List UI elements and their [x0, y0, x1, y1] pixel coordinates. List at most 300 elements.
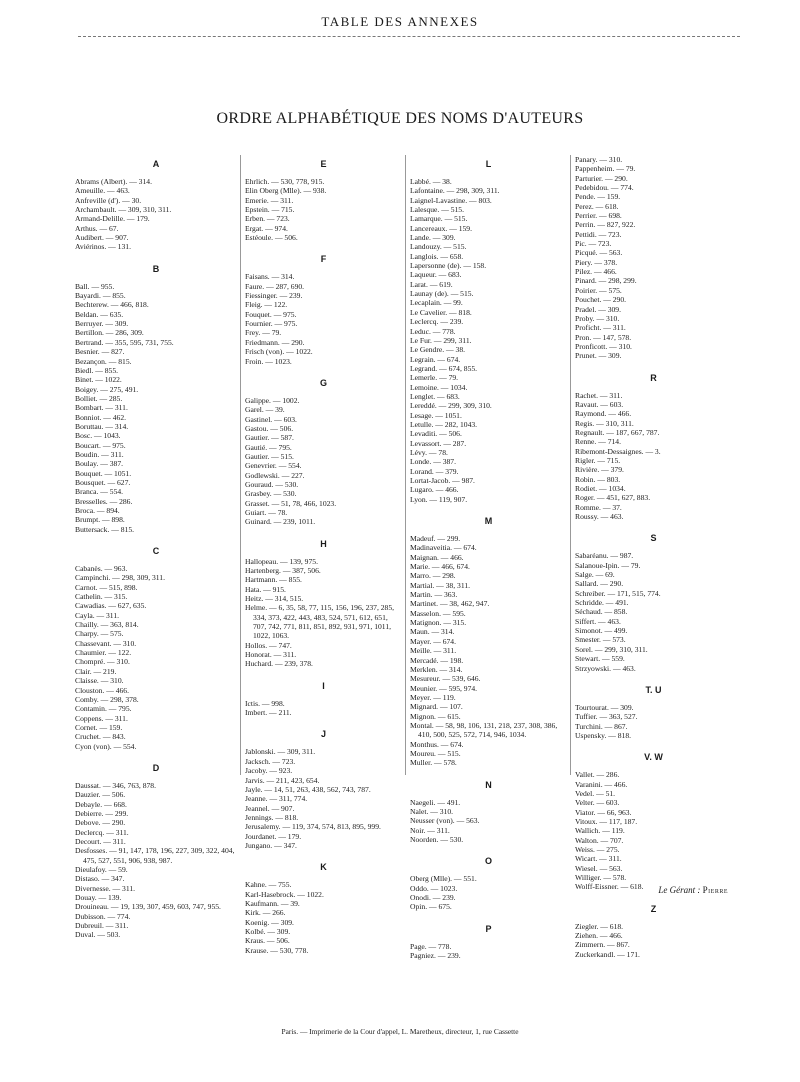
- author-entry: Mayer. — 674.: [410, 636, 456, 646]
- section-letter: C: [152, 546, 160, 557]
- section-letter: Z: [650, 903, 657, 914]
- author-entry: Hata. — 915.: [245, 584, 286, 594]
- author-entry: Beldan. — 635.: [75, 309, 124, 319]
- author-entry: Perrier. — 698.: [575, 211, 622, 221]
- author-entry: Genevrier. — 554.: [245, 461, 302, 471]
- section-letter: M: [484, 516, 493, 527]
- author-entry: Bertrand. — 355, 595, 731, 755.: [75, 337, 174, 347]
- author-entry: Letulle. — 282, 1043.: [410, 419, 478, 429]
- author-entry: Salanoue-Ipin. — 79.: [575, 560, 641, 570]
- author-entry: Ehrlich. — 530, 778, 915.: [245, 177, 325, 186]
- author-entry: Merklen. — 314.: [410, 664, 463, 674]
- author-entry: Cyon (von). — 554.: [75, 741, 137, 751]
- gerant-name: Pierre: [702, 885, 728, 895]
- author-entry: Levaditi. — 506.: [410, 429, 462, 439]
- author-entry: Lande. — 309.: [410, 233, 456, 243]
- author-entry: Neusser (von). — 563.: [410, 816, 480, 826]
- section-letter: G: [319, 377, 327, 388]
- author-entry: Bombart. — 311.: [75, 403, 128, 413]
- author-entry: Walton. — 707.: [575, 835, 624, 845]
- index-section: [75, 546, 237, 751]
- author-entry: Heitz. — 314, 515.: [245, 594, 304, 604]
- author-entry: Ball. — 955.: [75, 281, 115, 291]
- author-entry: Abrams (Albert). — 314.: [75, 177, 152, 186]
- author-entry: Jeanne. — 311, 774.: [245, 794, 308, 804]
- author-entry: Froin. — 1023.: [245, 356, 292, 366]
- author-entry: Londe. — 387.: [410, 457, 456, 467]
- author-entry: Bonniot. — 462.: [75, 412, 127, 422]
- author-entry: Monthus. — 674.: [410, 739, 464, 749]
- author-entry: Dauzier. — 506.: [75, 790, 126, 800]
- author-entry: Debayle. — 668.: [75, 799, 127, 809]
- author-entry: Aviérinos. — 131.: [75, 242, 131, 252]
- section-letter: A: [152, 159, 160, 169]
- author-entry: Pilez. — 466.: [575, 267, 617, 277]
- index-section: [410, 159, 567, 504]
- author-entry: Frisch (von). — 1022.: [245, 347, 313, 357]
- author-entry: Jennings. — 818.: [245, 812, 299, 822]
- author-entry: Picqué. — 563.: [575, 248, 623, 258]
- author-entry: Wicart. — 311.: [575, 854, 622, 864]
- author-entry: Noir. — 311.: [410, 825, 450, 835]
- index-section: [75, 264, 237, 534]
- author-entry: Proficht. — 311.: [575, 323, 626, 333]
- author-entry: Uspensky. — 818.: [575, 730, 632, 740]
- author-entry: Lapersonne (de). — 158.: [410, 261, 487, 271]
- author-entry: Maignan. — 466.: [410, 552, 464, 562]
- author-entry: Lévy. — 78.: [410, 447, 448, 457]
- author-entry: Bechterew. — 466, 818.: [75, 300, 149, 310]
- author-entry: Dubreuil. — 311.: [75, 921, 129, 931]
- author-entry: Smester. — 573.: [575, 635, 626, 645]
- author-entry: Lyon. — 119, 907.: [410, 494, 468, 504]
- author-entry: Naegeli. — 491.: [410, 797, 461, 807]
- author-entry: Martin. — 363.: [410, 590, 458, 600]
- author-entry: Martial. — 38, 311.: [410, 580, 471, 590]
- author-entry: Lorand. — 379.: [410, 466, 459, 476]
- running-head: TABLE DES ANNEXES: [321, 14, 479, 29]
- author-entry: Guiart. — 78.: [245, 507, 288, 517]
- author-entry: Friedmann. — 290.: [245, 337, 305, 347]
- author-entry: Campinchi. — 298, 309, 311.: [75, 573, 165, 583]
- author-entry: Gouraud. — 530.: [245, 479, 299, 489]
- index-section: [575, 685, 732, 740]
- author-entry: Schreiber. — 171, 515, 774.: [575, 588, 661, 598]
- author-entry: Cawadias. — 627, 635.: [75, 601, 147, 611]
- author-entry: Sallard. — 290.: [575, 579, 624, 589]
- section-letter: L: [485, 159, 492, 169]
- author-entry: Fouquet. — 975.: [245, 309, 297, 319]
- author-entry: Charpy. — 575.: [75, 629, 124, 639]
- author-entry: Boruttau. — 314.: [75, 421, 129, 431]
- author-entry: Lemoine. — 1034.: [410, 382, 468, 392]
- author-entry: Robin. — 803.: [575, 474, 621, 484]
- author-entry: Regis. — 310, 311.: [575, 418, 634, 428]
- author-entry: Ameuille. — 463.: [75, 186, 130, 196]
- header-rule: [78, 36, 740, 37]
- author-entry: Chailly. — 363, 814.: [75, 620, 139, 630]
- author-entry: Larat. — 619.: [410, 279, 453, 289]
- author-entry: Jablonski. — 309, 311.: [245, 747, 316, 757]
- author-entry: Mesureur. — 539, 646.: [410, 674, 481, 684]
- section-letter: P: [485, 923, 492, 934]
- index-section: [410, 924, 567, 961]
- author-entry: Cayla. — 311.: [75, 610, 120, 620]
- section-letter: F: [320, 254, 327, 265]
- author-entry: Jarvis. — 211, 423, 654.: [245, 775, 320, 785]
- author-entry: Jerusalemy. — 119, 374, 574, 813, 895, 999.: [245, 822, 381, 832]
- author-entry: Meille. — 311.: [410, 646, 457, 656]
- author-entry: Mignard. — 107.: [410, 702, 463, 712]
- author-entry: Vitoux. — 117, 187.: [575, 816, 638, 826]
- author-entry: Carnot. — 515, 898.: [75, 582, 138, 592]
- author-entry: Laignel-Lavastine. — 803.: [410, 195, 492, 205]
- author-entry: Lenglet. — 683.: [410, 391, 460, 401]
- author-entry: Tuffier. — 363, 527.: [575, 712, 638, 722]
- author-entry: Roger. — 451, 627, 883.: [575, 493, 651, 503]
- author-entry: Frey. — 79.: [245, 328, 282, 338]
- author-entry: Fournier. — 975.: [245, 319, 298, 329]
- author-entry: Weiss. — 275.: [575, 844, 620, 854]
- author-entry: Fiessinger. — 239.: [245, 291, 303, 301]
- index-section: [575, 752, 732, 891]
- author-entry: Duval. — 503.: [75, 930, 121, 940]
- author-entry: Boudin. — 311.: [75, 449, 124, 459]
- author-entry: Pende. — 159.: [575, 192, 621, 202]
- author-entry: Pappenheim. — 79.: [575, 164, 636, 174]
- index-section: [245, 378, 402, 527]
- author-entry: Emerie. — 311.: [245, 195, 294, 205]
- author-entry: Gautier. — 515.: [245, 451, 294, 461]
- author-entry: Honorat. — 311.: [245, 650, 297, 660]
- author-entry: Parturier. — 290.: [575, 173, 628, 183]
- author-entry: Lafontaine. — 298, 309, 311.: [410, 186, 500, 196]
- author-entry: Boigey. — 275, 491.: [75, 384, 139, 394]
- author-entry: Pettidi. — 723.: [575, 229, 622, 239]
- author-entry: Desfosses. — 91, 147, 178, 196, 227, 309, 322, 404, 475, 527, 551, 906, 938, 987.: [75, 846, 235, 865]
- index-section: [245, 159, 402, 242]
- author-entry: Viator. — 66, 963.: [575, 807, 632, 817]
- author-entry: Chaumier. — 122.: [75, 648, 132, 658]
- author-entry: Armand-Delille. — 179.: [75, 214, 150, 224]
- section-letter: H: [320, 538, 327, 549]
- author-entry: Clair. — 219.: [75, 666, 117, 676]
- author-entry: Legrain. — 674.: [410, 354, 461, 364]
- author-entry: Chassevant. — 310.: [75, 638, 137, 648]
- author-entry: Debove. — 290.: [75, 818, 126, 828]
- author-entry: Ribemont-Dessaignes. — 3.: [575, 446, 661, 456]
- author-entry: Imbert. — 211.: [245, 708, 292, 718]
- author-entry: Wolff-Eissner. — 618.: [575, 882, 644, 892]
- author-entry: Faure. — 287, 690.: [245, 281, 305, 291]
- author-entry: Faisans. — 314.: [245, 272, 295, 282]
- imprint-line: Paris. — Imprimerie de la Cour d'appel, L. Maretheux, directeur, 1, rue Cassette: [281, 1027, 519, 1036]
- author-entry: Landouzy. — 515.: [410, 242, 467, 252]
- author-entry: Epstein. — 715.: [245, 205, 295, 215]
- author-entry: Proby. — 310.: [575, 313, 620, 323]
- author-entry: Lugaro. — 466.: [410, 485, 459, 495]
- index-section: [75, 159, 237, 252]
- author-entry: Kaufmann. — 39.: [245, 898, 300, 908]
- author-entry: Zuckerkandl. — 171.: [575, 949, 640, 959]
- gerant-line: [658, 885, 728, 895]
- author-entry: Helme. — 6, 35, 58, 77, 115, 156, 196, 237, 285, 334, 373, 422, 443, 483, 524, 571, 612, 651, 707, 742, 771, 811, 851, 892, 931, 971, 1011, 1022, 1063.: [245, 603, 395, 641]
- author-entry: Wiesel. — 563.: [575, 863, 623, 873]
- section-letter: B: [152, 263, 160, 274]
- author-entry: Arthus. — 67.: [75, 223, 119, 233]
- author-entry: Lemerle. — 79.: [410, 373, 459, 383]
- section-letter: J: [320, 729, 326, 740]
- author-entry: Wallich. — 119.: [575, 826, 625, 836]
- author-entry: Jungano. — 347.: [245, 840, 297, 850]
- author-entry: Velter. — 603.: [575, 798, 620, 808]
- author-entry: Langlois. — 658.: [410, 251, 464, 261]
- author-entry: Besnier. — 827.: [75, 347, 125, 357]
- section-letter: D: [152, 762, 160, 773]
- author-entry: Brumpt. — 898.: [75, 515, 125, 525]
- author-entry: Meunier. — 595, 974.: [410, 683, 478, 693]
- author-entry: Anfreville (d'). — 30.: [75, 195, 142, 205]
- author-entry: Buttersack. — 815.: [75, 524, 135, 534]
- author-entry: Regnault. — 187, 667, 787.: [575, 427, 660, 437]
- author-entry: Garel. — 39.: [245, 405, 285, 415]
- index-section: [410, 856, 567, 911]
- author-entry: Lancereaux. — 159.: [410, 223, 472, 233]
- author-entry: Hallopeau. — 139, 975.: [245, 556, 318, 566]
- author-entry: Vallet. — 286.: [575, 770, 620, 780]
- author-entry: Madeuf. — 299.: [410, 534, 461, 544]
- author-entry: Laqueur. — 683.: [410, 270, 462, 280]
- author-entry: Jayle. — 14, 51, 263, 438, 562, 743, 787.: [245, 784, 371, 794]
- author-entry: Bezançon. — 815.: [75, 356, 132, 366]
- author-entry: Chompré. — 310.: [75, 657, 130, 667]
- author-entry: Krause. — 530, 778.: [245, 945, 309, 955]
- author-entry: Launay (de). — 515.: [410, 289, 474, 299]
- author-entry: Ziegler. — 618.: [575, 921, 624, 931]
- author-entry: Clouston. — 466.: [75, 685, 130, 695]
- author-entry: Le Gendre. — 38.: [410, 345, 466, 355]
- author-entry: Branca. — 554.: [75, 487, 124, 497]
- author-entry: Gautier. — 587.: [245, 433, 294, 443]
- author-entry: Rigler. — 715.: [575, 455, 621, 465]
- author-entry: Muller. — 578.: [410, 758, 457, 768]
- author-entry: Rodiet. — 1034.: [575, 484, 626, 493]
- author-entry: Noorden. — 530.: [410, 835, 464, 844]
- author-entry: Kirk. — 266.: [245, 908, 286, 918]
- section-letter: V. W: [644, 752, 663, 763]
- author-entry: Lereddé. — 299, 309, 310.: [410, 401, 492, 411]
- author-entry: Roussy. — 463.: [575, 512, 624, 522]
- author-entry: Pic. — 723.: [575, 239, 612, 249]
- author-entry: Dieulafoy. — 59.: [75, 865, 128, 874]
- section-letter: I: [322, 680, 325, 691]
- section-letter: N: [485, 779, 492, 790]
- index-section: [75, 763, 237, 940]
- author-entry: Sorel. — 299, 310, 311.: [575, 644, 648, 654]
- author-entry: Mercadé. — 198.: [410, 655, 464, 665]
- author-entry: Kahne. — 755.: [245, 880, 292, 890]
- index-section: [245, 539, 402, 669]
- author-entry: Leduc. — 778.: [410, 326, 456, 336]
- author-entry: Kolbé. — 309.: [245, 926, 291, 936]
- gerant-label: Le Gérant :: [658, 885, 701, 895]
- author-entry: Godlewski. — 227.: [245, 470, 305, 480]
- author-entry: Siffert. — 463.: [575, 616, 621, 626]
- index-section: [575, 904, 732, 959]
- author-entry: Biedl. — 855.: [75, 365, 119, 375]
- section-letter: T. U: [645, 684, 662, 695]
- author-entry: Vedel. — 51.: [575, 788, 616, 798]
- author-entry: Daussat. — 346, 763, 878.: [75, 780, 156, 790]
- author-entry: Piery. — 378.: [575, 257, 618, 267]
- author-entry: Williger. — 578.: [575, 873, 627, 882]
- author-entry: Pradel. — 309.: [575, 304, 621, 314]
- author-entry: Gastou. — 506.: [245, 423, 294, 433]
- author-entry: Decourt. — 311.: [75, 836, 126, 846]
- author-entry: Pedebidou. — 774.: [575, 183, 634, 193]
- author-entry: Strzyowski. — 463.: [575, 663, 636, 673]
- author-entry: Hollos. — 747.: [245, 640, 292, 650]
- author-entry: Masselon. — 595.: [410, 608, 466, 618]
- author-entry: Debierre. — 299.: [75, 808, 129, 818]
- author-entry: Salge. — 69.: [575, 570, 615, 580]
- author-entry: Bousquet. — 627.: [75, 477, 131, 487]
- author-entry: Perez. — 618.: [575, 201, 619, 211]
- author-entry: Boucart. — 975.: [75, 440, 126, 450]
- index-section: [575, 155, 732, 361]
- section-letter: O: [484, 856, 492, 867]
- author-entry: Onodi. — 239.: [410, 893, 456, 903]
- author-entry: Page. — 778.: [410, 941, 452, 951]
- author-entry: Zimmern. — 867.: [575, 940, 630, 950]
- section-letter: E: [320, 159, 327, 169]
- author-entry: Fleig. — 122.: [245, 300, 288, 310]
- author-entry: Oberg (Mlle). — 551.: [410, 874, 477, 884]
- author-entry: Stewart. — 559.: [575, 654, 625, 664]
- author-entry: Dubisson. — 774.: [75, 911, 131, 921]
- author-entry: Binet. — 1022.: [75, 375, 122, 385]
- author-entry: Huchard. — 239, 378.: [245, 659, 313, 669]
- author-entry: Le Fur. — 299, 311.: [410, 335, 472, 345]
- author-entry: Séchaud. — 858.: [575, 607, 628, 617]
- author-entry: Madinaveitia. — 674.: [410, 543, 477, 553]
- section-letter: R: [650, 372, 657, 383]
- index-section: [245, 862, 402, 955]
- author-entry: Pagniez. — 239.: [410, 951, 461, 961]
- author-entry: Drouineau. — 19, 139, 307, 459, 603, 747, 955.: [75, 902, 221, 912]
- author-entry: Koenig. — 309.: [245, 917, 294, 927]
- author-entry: Lamarque. — 515.: [410, 214, 468, 224]
- index-section: [245, 254, 402, 365]
- author-entry: Mignon. — 615.: [410, 711, 461, 721]
- author-entry: Meyer. — 119.: [410, 692, 456, 702]
- author-entry: Ergat. — 974.: [245, 223, 288, 233]
- author-entry: Cruchet. — 843.: [75, 732, 126, 742]
- author-entry: Karl-Hasebrock. — 1022.: [245, 889, 324, 899]
- author-entry: Pronficott. — 310.: [575, 341, 632, 351]
- author-entry: Distaso. — 347.: [75, 874, 125, 884]
- author-entry: Bosc. — 1043.: [75, 431, 121, 441]
- author-entry: Le Cavelier. — 818.: [410, 307, 472, 317]
- author-entry: Elin Oberg (Mlle). — 938.: [245, 186, 327, 196]
- author-entry: Rivière. — 379.: [575, 465, 624, 475]
- author-entry: Jacksch. — 723.: [245, 756, 296, 766]
- author-entry: Gautié. — 795.: [245, 442, 292, 452]
- author-entry: Pron. — 147, 578.: [575, 332, 632, 342]
- author-entry: Tourtourat. — 309.: [575, 702, 634, 712]
- index-section: [410, 516, 567, 768]
- author-entry: Cornet. — 159.: [75, 722, 123, 732]
- author-entry: Oddo. — 1023.: [410, 883, 458, 893]
- section-letter: K: [320, 862, 327, 873]
- author-entry: Claisse. — 310.: [75, 676, 124, 686]
- author-entry: Jourdanet. — 179.: [245, 831, 302, 841]
- author-entry: Gastinel. — 603.: [245, 414, 297, 424]
- author-entry: Audibert. — 907.: [75, 233, 129, 243]
- author-entry: Perrin. — 827, 922.: [575, 220, 636, 230]
- author-entry: Pouchet. — 290.: [575, 295, 627, 305]
- author-entry: Poirier. — 575.: [575, 285, 622, 295]
- author-entry: Ictis. — 998.: [245, 698, 285, 708]
- author-entry: Pinard. — 298, 299.: [575, 276, 637, 286]
- author-entry: Erben. — 723.: [245, 214, 290, 224]
- author-entry: Marro. — 298.: [410, 571, 456, 581]
- author-entry: Matignon. — 315.: [410, 618, 467, 628]
- author-entry: Bresselles. — 286.: [75, 496, 133, 506]
- author-entry: Douay. — 139.: [75, 893, 122, 903]
- index-section: [575, 373, 732, 522]
- author-entry: Bouquet. — 1051.: [75, 468, 132, 478]
- author-entry: Contamin. — 795.: [75, 704, 132, 714]
- author-entry: Simonot. — 499.: [575, 626, 628, 636]
- author-entry: Sabaréanu. — 987.: [575, 551, 634, 561]
- author-entry: Legrand. — 674, 855.: [410, 363, 478, 373]
- author-entry: Leclercq. — 239.: [410, 317, 464, 327]
- author-entry: Lortat-Jacob. — 987.: [410, 476, 475, 485]
- author-entry: Grasbey. — 530.: [245, 489, 297, 499]
- index-column: [405, 155, 570, 961]
- author-entry: Hartmann. — 855.: [245, 575, 302, 585]
- page-title: ORDRE ALPHABÉTIQUE DES NOMS D'AUTEURS: [216, 110, 584, 127]
- author-entry: Bayardi. — 855.: [75, 291, 126, 301]
- author-entry: Divernesse. — 311.: [75, 883, 136, 893]
- author-entry: Galippe. — 1002.: [245, 395, 300, 405]
- author-entry: Declercq. — 311.: [75, 827, 129, 837]
- author-entry: Ziehen. — 466.: [575, 931, 623, 941]
- author-entry: Moureu. — 515.: [410, 748, 461, 758]
- author-entry: Grasset. — 51, 78, 466, 1023.: [245, 498, 337, 508]
- author-entry: Jeannel. — 907.: [245, 803, 295, 813]
- author-entry: Panary. — 310.: [575, 155, 623, 164]
- author-entry: Montal. — 58, 98, 106, 131, 218, 237, 308, 386, 410, 500, 525, 572, 714, 946, 1034.: [410, 720, 558, 740]
- author-entry: Nalet. — 310.: [410, 806, 454, 816]
- index-section: [245, 681, 402, 718]
- author-entry: Lecaplain. — 99.: [410, 298, 463, 308]
- author-entry: Comby. — 298, 378.: [75, 694, 139, 704]
- author-entry: Cabanès. — 963.: [75, 564, 128, 574]
- author-entry: Romme. — 37.: [575, 502, 622, 512]
- author-entry: Levassort. — 287.: [410, 438, 467, 448]
- index-column: [75, 155, 240, 940]
- author-entry: Bertillon. — 286, 309.: [75, 328, 144, 338]
- author-entry: Raymond. — 466.: [575, 409, 632, 419]
- author-entry: Schridde. — 491.: [575, 598, 629, 608]
- author-entry: Marie. — 466, 674.: [410, 562, 470, 572]
- author-entry: Hartenberg. — 387, 506.: [245, 566, 321, 575]
- author-entry: Coppens. — 311.: [75, 713, 128, 723]
- author-entry: Cathelin. — 315.: [75, 592, 128, 602]
- author-entry: Archambault. — 309, 310, 311.: [75, 205, 172, 215]
